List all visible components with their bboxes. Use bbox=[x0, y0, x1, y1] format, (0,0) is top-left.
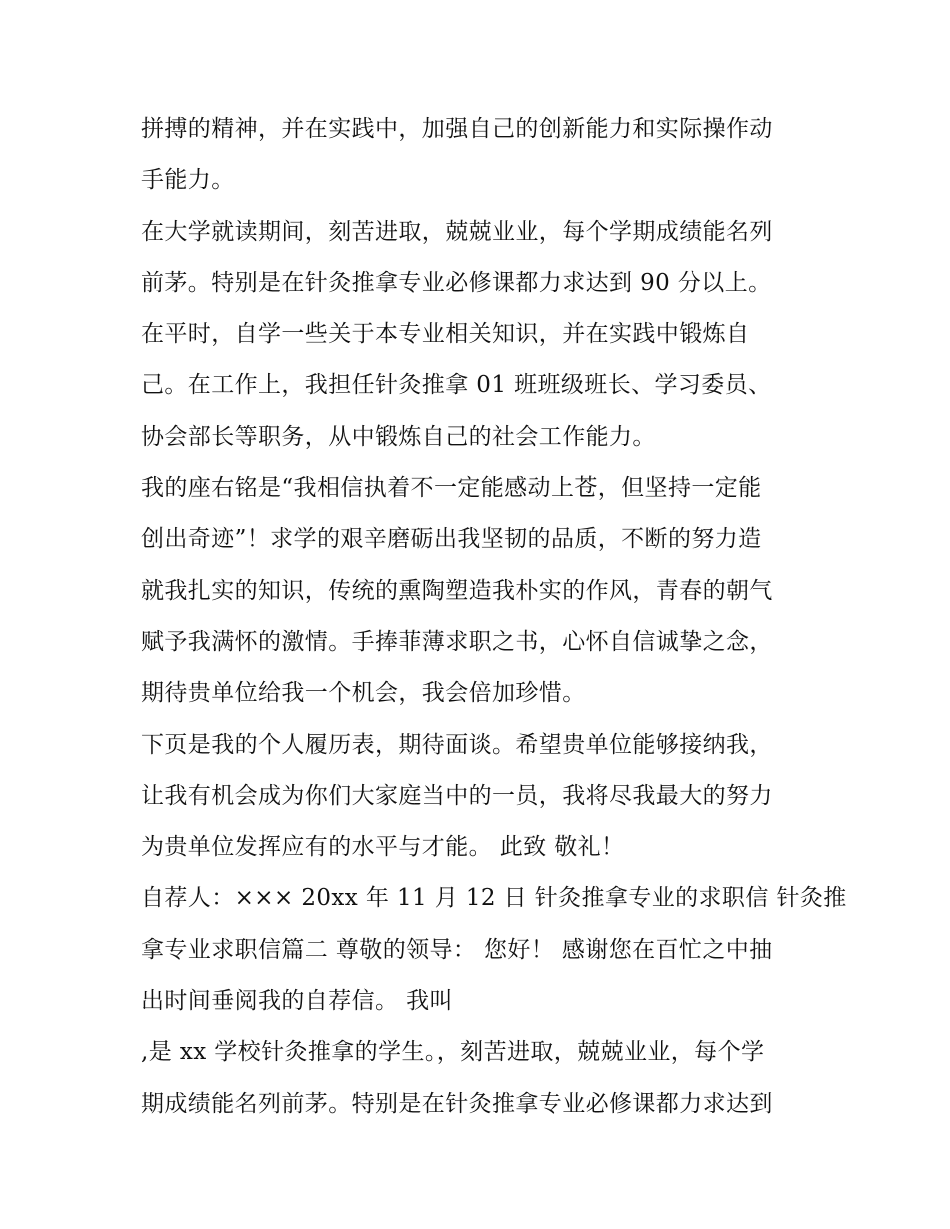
text-line: 让我有机会成为你们大家庭当中的一员，我将尽我最大的努力 bbox=[141, 782, 773, 809]
text-line: 出时间垂阅我的自荐信。 我叫 bbox=[141, 988, 453, 1015]
text-line: 赋予我满怀的激情。手捧菲薄求职之书，心怀自信诚挚之念， bbox=[141, 628, 773, 655]
text-line: 我的座右铭是“我相信执着不一定能感动上苍，但坚持一定能 bbox=[141, 475, 762, 502]
text-line: 为贵单位发挥应有的水平与才能。 此致 敬礼！ bbox=[141, 834, 625, 861]
text-line: 拼搏的精神，并在实践中，加强自己的创新能力和实际操作动 bbox=[141, 116, 773, 142]
text-line: 在大学就读期间，刻苦进取，兢兢业业，每个学期成绩能名列 bbox=[141, 218, 773, 245]
text-line: 期成绩能名列前茅。特别是在针灸推拿专业必修课都力求达到 bbox=[141, 1090, 773, 1117]
body-text bbox=[141, 104, 847, 1130]
text-line: 拿专业求职信篇二 尊敬的领导： 您好！ 感谢您在百忙之中抽 bbox=[141, 936, 773, 963]
text-line: 协会部长等职务，从中锻炼自己的社会工作能力。 bbox=[141, 423, 656, 450]
text-line: 期待贵单位给我一个机会，我会倍加珍惜。 bbox=[141, 680, 586, 707]
text-line: 就我扎实的知识，传统的熏陶塑造我朴实的作风，青春的朝气 bbox=[141, 577, 773, 604]
text-line: 创出奇迹”！求学的艰辛磨砺出我坚韧的品质，不断的努力造 bbox=[141, 526, 762, 553]
text-line: 前茅。特别是在针灸推拿专业必修课都力求达到 90 分以上。 bbox=[141, 269, 772, 296]
text-line: 在平时，自学一些关于本专业相关知识，并在实践中锻炼自 bbox=[141, 321, 750, 348]
text-line: 自荐人：××× 20xx 年 11 月 12 日 针灸推拿专业的求职信 针灸推 bbox=[141, 885, 847, 912]
text-line: 己。在工作上，我担任针灸推拿 01 班班级班长、学习委员、 bbox=[141, 372, 772, 399]
text-line: 手能力。 bbox=[141, 167, 235, 194]
text-line: 下页是我的个人履历表，期待面谈。希望贵单位能够接纳我， bbox=[141, 731, 773, 758]
text-line: ,是 xx 学校针灸推拿的学生。，刻苦进取，兢兢业业，每个学 bbox=[141, 1039, 765, 1066]
